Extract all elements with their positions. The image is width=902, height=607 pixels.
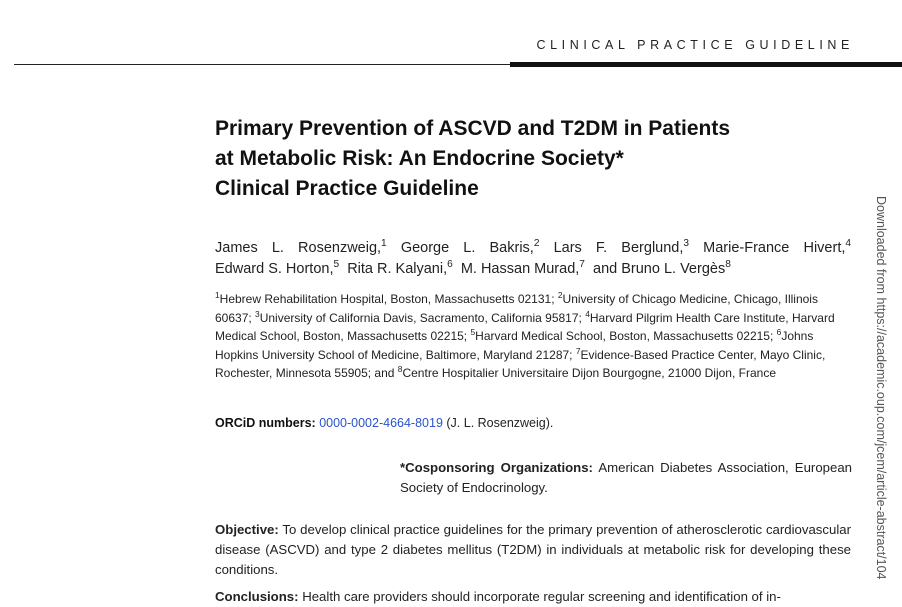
- author-line-1: [215, 238, 851, 259]
- author-name: James L. Rosenzweig,$^1$: [215, 238, 387, 256]
- abstract-conclusions: [215, 587, 851, 607]
- author-name: Lars F. Berglund,$^3$: [553, 238, 690, 256]
- affiliations: $^1$Hebrew Rehabilitation Hospital, Boston, Massachusetts 02131; $^2$University of Chicago Medicine, Chicago, Illinois 60637; $^3$University of California Davis, Sacramento, California 95817; $^4$Harvard Pilgrim Health Care Institute, Harvard Medical School, Boston, Massachusetts 02215; $^5$Harvard Medical School, Boston, Massachusetts 02215; $^6$Johns Hopkins University School of Medicine, Baltimore, Maryland 21287; $^7$Evidence-Based Practice Center, Mayo Clinic, Rochester, Minnesota 55905; and $^8$Centre Hospitalier Universitaire Dijon Bourgogne, 21000 Dijon, France: [215, 290, 835, 381]
- download-watermark: Downloaded from https://academic.oup.com/jcem/article-abstract/104: [874, 196, 888, 580]
- orcid-label: ORCiD numbers:: [215, 416, 316, 430]
- running-head: CLINICAL PRACTICE GUIDELINE: [536, 38, 854, 52]
- article-title: [215, 114, 855, 204]
- conclusions-label: Conclusions:: [215, 589, 299, 604]
- cosponsor-label: *Cosponsoring Organizations:: [400, 460, 593, 475]
- title-line-1: Primary Prevention of ASCVD and T2DM in Patients: [215, 117, 730, 140]
- author-name: Marie-France Hivert,$^4$: [703, 238, 852, 256]
- author-name: Rita R. Kalyani,$^6$: [347, 259, 453, 277]
- author-name: Edward S. Horton,$^5$: [215, 259, 340, 277]
- header-rule-thick: [510, 62, 902, 67]
- orcid-link[interactable]: 0000-0002-4664-8019: [319, 416, 443, 430]
- cosponsor-text: American Diabetes Association, European Society of Endocrinology.: [400, 460, 852, 495]
- author-line-2: [215, 259, 851, 280]
- orcid-suffix: (J. L. Rosenzweig).: [442, 416, 554, 430]
- author-list: [215, 238, 851, 280]
- conclusions-text: Health care providers should incorporate regular screening and identification of in-: [298, 589, 781, 604]
- title-line-2: at Metabolic Risk: An Endocrine Society*: [215, 147, 624, 170]
- orcid-line: [215, 414, 851, 432]
- author-name: M. Hassan Murad,$^7$: [460, 259, 585, 277]
- objective-text: To develop clinical practice guidelines for the primary prevention of atherosclerotic cardiovascular disease (ASCVD) and type 2 diabetes mellitus (T2DM) in individuals at metabolic risk for developing these conditions.: [215, 522, 851, 577]
- author-name: and Bruno L. Vergès$^8$: [593, 259, 731, 277]
- objective-label: Objective:: [215, 522, 279, 537]
- abstract-objective: [215, 520, 851, 580]
- title-line-3: Clinical Practice Guideline: [215, 177, 479, 200]
- cosponsoring-organizations: [400, 458, 852, 498]
- author-name: George L. Bakris,$^2$: [400, 238, 540, 256]
